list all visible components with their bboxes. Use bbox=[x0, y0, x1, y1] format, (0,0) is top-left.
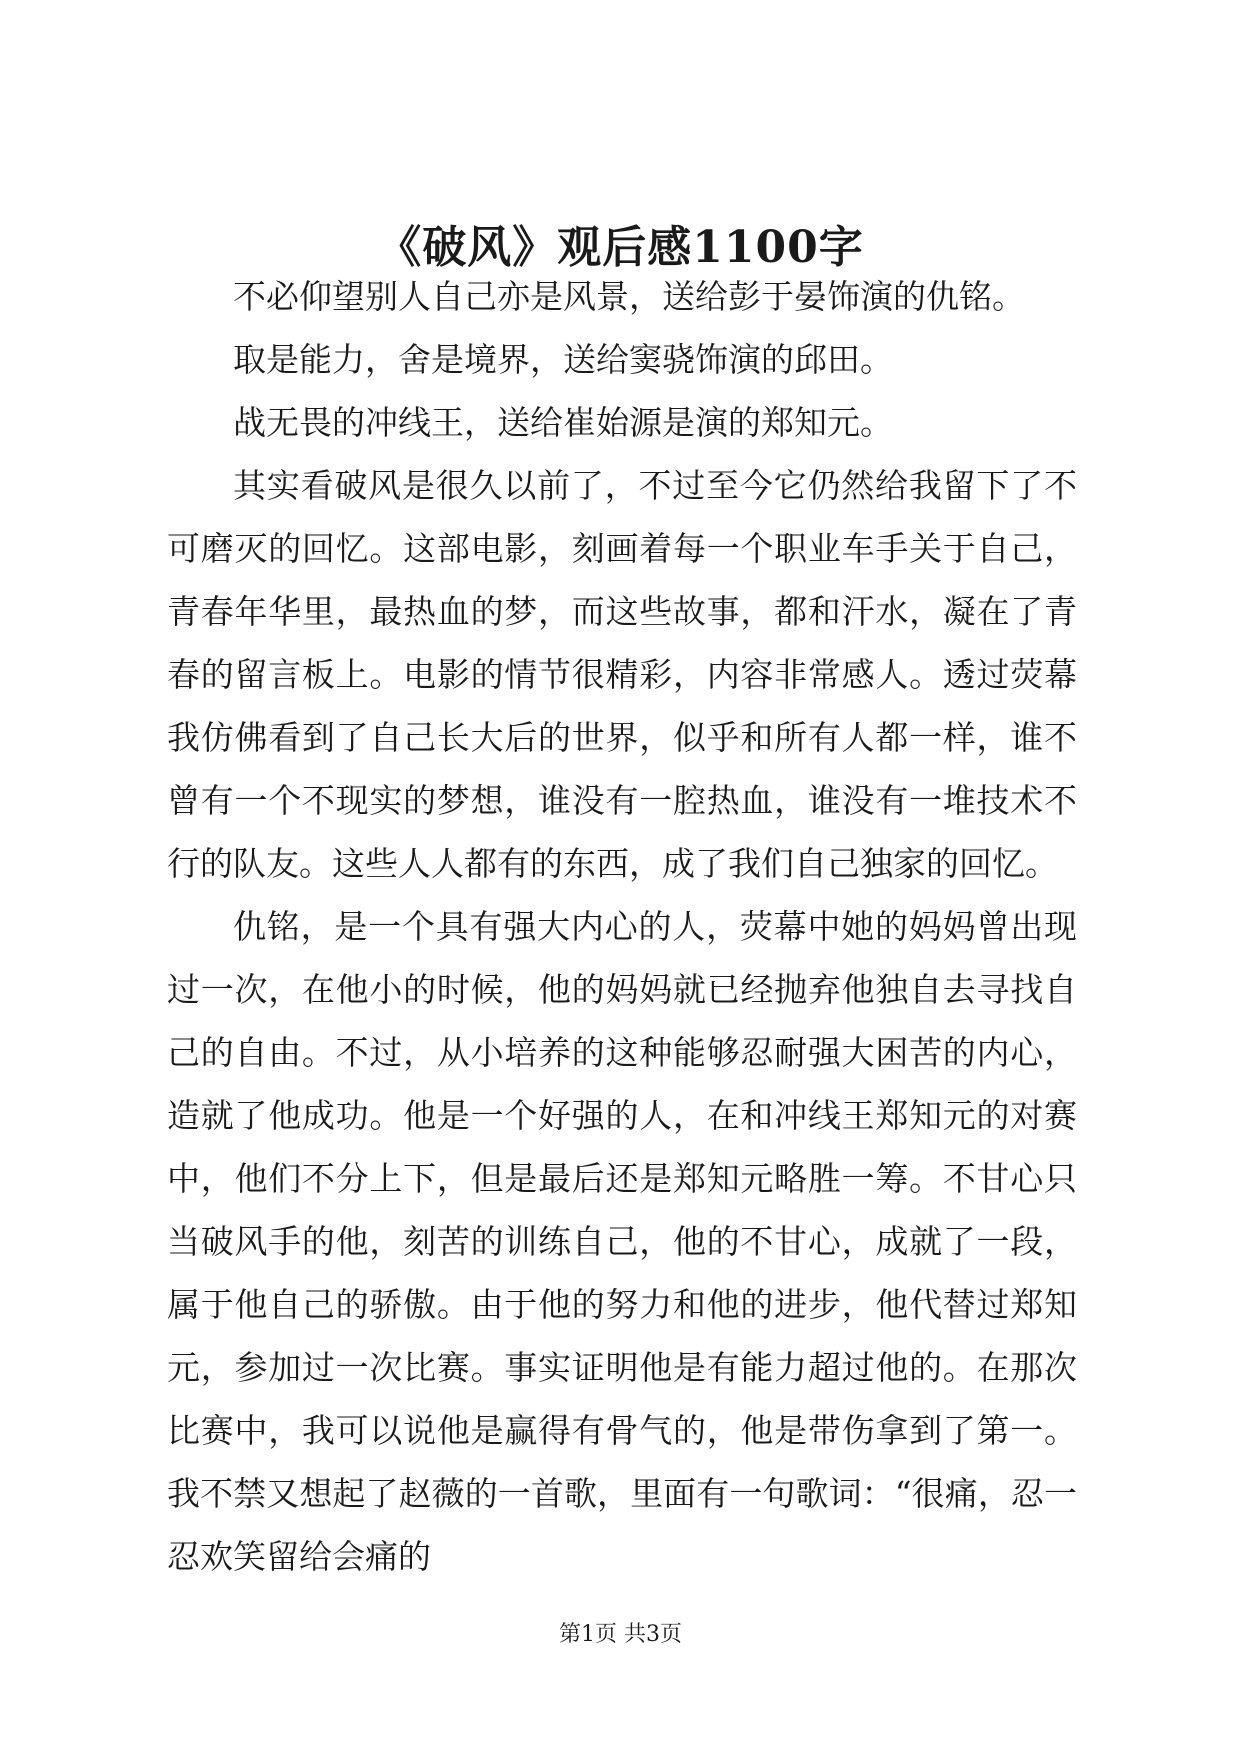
paragraph-1: 不必仰望别人自己亦是风景，送给彭于晏饰演的仇铭。 bbox=[233, 277, 1025, 316]
paragraph-3: 战无畏的冲线王，送给崔始源是演的郑知元。 bbox=[233, 403, 893, 442]
document-body bbox=[167, 265, 1077, 1588]
paragraph-5: 仇铭，是一个具有强大内心的人，荧幕中她的妈妈曾出现过一次，在他小的时候，他的妈妈就已经抛弃他独自去寻找自己的自由。不过，从小培养的这种能够忍耐强大困苦的内心，造就了他成功。他是一个好强的人，在和冲线王郑知元的对赛中，他们不分上下，但是最后还是郑知元略胜一筹。不甘心只当破风手的他，刻苦的训练自己，他的不甘心，成就了一段，属于他自己的骄傲。由于他的努力和他的进步，他代替过郑知元，参加过一次比赛。事实证明他是有能力超过他的。在那次比赛中，我可以说他是赢得有骨气的，他是带伤拿到了第一。我不禁又想起了赵薇的一首歌，里面有一句歌词：“很痛，忍一忍欢笑留给会痛的 bbox=[167, 907, 1077, 1576]
page-number-footer: 第1页 共3页 bbox=[559, 1622, 682, 1647]
paragraph-4: 其实看破风是很久以前了，不过至今它仍然给我留下了不可磨灭的回忆。这部电影，刻画着每一个职业车手关于自己，青春年华里，最热血的梦，而这些故事，都和汗水，凝在了青春的留言板上。电影的情节很精彩，内容非常感人。透过荧幕我仿佛看到了自己长大后的世界，似乎和所有人都一样，谁不曾有一个不现实的梦想，谁没有一腔热血，谁没有一堆技术不行的队友。这些人人都有的东西，成了我们自己独家的回忆。 bbox=[167, 466, 1077, 883]
paragraph-2: 取是能力，舍是境界，送给窦骁饰演的邱田。 bbox=[233, 340, 893, 379]
document-title: 《破风》观后感1100字 bbox=[377, 222, 864, 273]
